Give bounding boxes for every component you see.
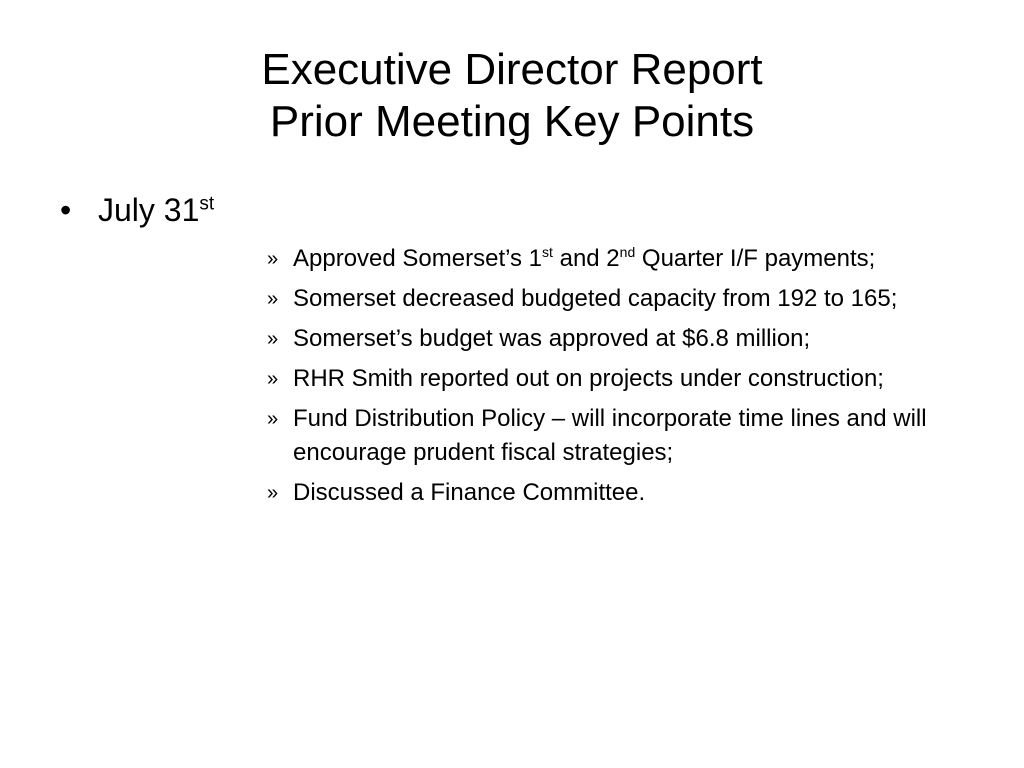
- chevron-marker-icon: »: [267, 482, 279, 504]
- main-bullet-text: [98, 190, 214, 230]
- title-line-2: Prior Meeting Key Points: [269, 97, 755, 146]
- list-item-text: [293, 242, 963, 276]
- list-item: [267, 242, 967, 276]
- list-item-text: Somerset’s budget was approved at $6.8 million;: [293, 325, 811, 352]
- chevron-marker-icon: »: [267, 248, 279, 270]
- list-item: [267, 322, 967, 356]
- item-text-part: Quarter I/F payments;: [635, 245, 876, 272]
- item-text-part: Approved Somerset’s 1: [293, 245, 543, 272]
- title-line-1: Executive Director Report: [261, 45, 763, 94]
- bullet-dot-icon: •: [60, 192, 72, 228]
- list-item-text: Somerset decreased budgeted capacity from 192 to 165;: [293, 285, 898, 312]
- chevron-marker-icon: »: [267, 368, 279, 390]
- main-bullet-july-31: [60, 190, 214, 230]
- item-text-part: and 2: [552, 245, 620, 272]
- item-superscript: st: [542, 244, 553, 260]
- list-item: [267, 402, 967, 470]
- chevron-marker-icon: »: [267, 328, 279, 350]
- main-bullet-superscript: st: [199, 193, 215, 215]
- slide-title: [0, 44, 1024, 148]
- list-item: [267, 476, 967, 510]
- list-item-text: Fund Distribution Policy – will incorporate time lines and will encourage prudent fiscal strategies;: [293, 405, 927, 466]
- list-item: [267, 362, 967, 396]
- list-item-text: Discussed a Finance Committee.: [293, 479, 646, 506]
- item-superscript: nd: [619, 244, 636, 260]
- list-item-text: RHR Smith reported out on projects under construction;: [293, 365, 884, 392]
- list-item: [267, 282, 967, 316]
- main-bullet-label: July 31: [98, 192, 200, 228]
- chevron-marker-icon: »: [267, 288, 279, 310]
- chevron-marker-icon: »: [267, 408, 279, 430]
- key-points-list: [267, 242, 967, 516]
